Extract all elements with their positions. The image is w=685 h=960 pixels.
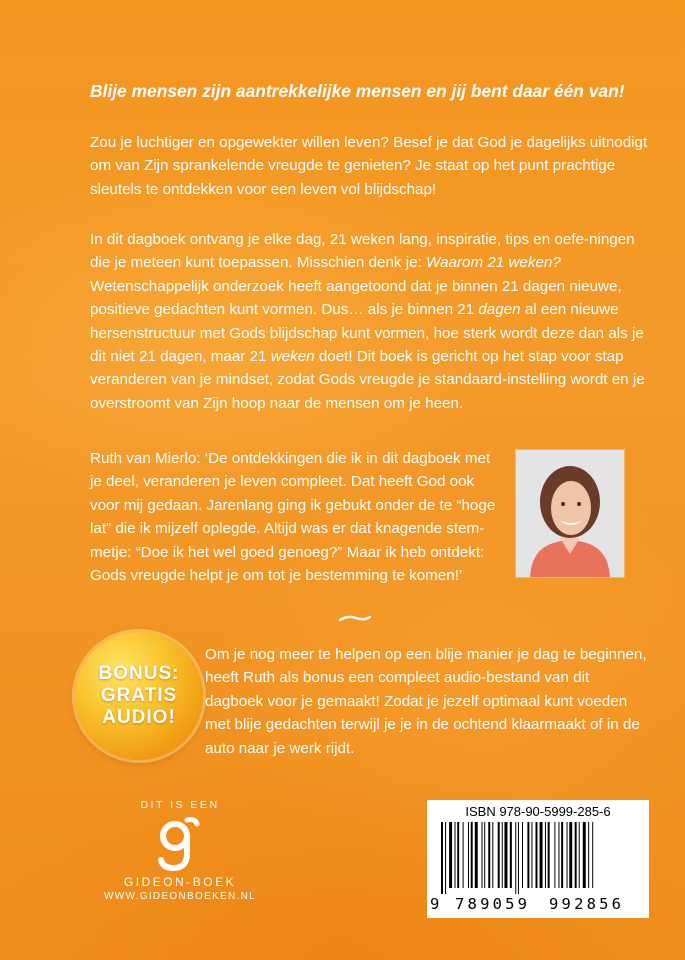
gideon-g-logo-icon xyxy=(155,816,205,872)
author-quote-paragraph: Ruth van Mierlo: ‘De ontdekkingen die ik in dit dagboek met je deel, veranderen je leven compleet. Dat heeft God ook voor mij gedaan. Jarenlang ging ik gebukt onder de te “hoge lat” die ik mijzelf oplegde. Altijd was er dat knagende stem-metje: “Doe ik het wel goed genoeg?” Maar ik heb ontdekt: Gods vreugde helpt je om tot je bestemming te komen!’ xyxy=(90,450,496,585)
barcode-bars-icon xyxy=(437,822,639,894)
barcode-bar xyxy=(575,822,577,888)
publisher-logo xyxy=(100,798,260,904)
bonus-line-1: BONUS: xyxy=(98,663,180,684)
barcode-bar xyxy=(441,822,443,894)
barcode-bar xyxy=(482,822,483,888)
bonus-paragraph: Om je nog meer te helpen op een blije manier je dag te beginnen, heeft Ruth als bonus een compleet audio-bestand van dit dagboek voor je gemaakt! Zodat je jezelf optimaal kunt voeden met blije gedachten terwijl je je in de ochtend klaarmaakt of in de auto naar je werk rijdt. xyxy=(205,646,647,757)
author-photo xyxy=(515,449,625,578)
back-cover-headline: Blije mensen zijn aantrekkelijke mensen en jij bent daar één van! xyxy=(90,81,625,101)
italic-weken: weken xyxy=(270,348,315,366)
barcode-bar xyxy=(558,822,559,888)
author-portrait-icon xyxy=(516,450,624,577)
barcode-bar xyxy=(561,822,563,888)
barcode-bar xyxy=(445,822,446,894)
barcode-bar xyxy=(492,822,493,888)
text-run: Wetenschappelijk onderzoek heeft aangetoond dat je binnen 21 dagen nieuwe, positieve gedachten kunt vormen. Dus… als je binnen 21 xyxy=(90,277,622,319)
barcode-bar xyxy=(527,822,529,888)
isbn-digits-left: 789059 xyxy=(455,895,531,913)
barcode-bar xyxy=(504,822,507,888)
text-run: al een nieuwe hersenstructuur met Gods blijdschap kunt vormen, hoe sterk wordt deze dan als je dit niet 21 dagen, maar 21 xyxy=(90,301,644,366)
publisher-name: GIDEON-BOEK xyxy=(123,875,237,889)
barcode-bar xyxy=(545,822,546,888)
barcode-bar xyxy=(510,822,512,888)
barcode-bar xyxy=(567,822,568,888)
publisher-url[interactable]: WWW.GIDEONBOEKEN.NL xyxy=(104,891,256,902)
italic-dagen: dagen xyxy=(478,301,521,319)
publisher-tagline: DIT IS EEN xyxy=(140,799,220,811)
barcode-bar xyxy=(540,822,543,888)
isbn-label: ISBN 978-90-5999-285-6 xyxy=(465,804,611,819)
barcode-bar xyxy=(488,822,490,888)
text-run: doet! Dit boek is gericht op het stap voor stap veranderen van je mindset, zodat Gods vreugde je standaard-instelling wordt en je overstroomt van Zijn hoop naar de mensen om je heen. xyxy=(90,348,645,412)
bonus-line-3: AUDIO! xyxy=(102,707,176,728)
barcode-bar xyxy=(502,822,503,888)
barcode-bar xyxy=(588,822,589,888)
barcode-bar xyxy=(515,822,516,894)
barcode-bar xyxy=(471,822,473,888)
barcode-bar xyxy=(569,822,572,888)
barcode-bar xyxy=(579,822,580,888)
bonus-badge xyxy=(75,632,203,760)
description-paragraph xyxy=(90,228,650,415)
text-run: In dit dagboek ontvang je elke dag, 21 weken lang, inspiratie, tips en oefe-ningen die je meteen kunt toepassen. Misschien denk je: xyxy=(90,231,635,272)
barcode-bar xyxy=(457,822,459,888)
barcode-bar xyxy=(554,822,555,888)
intro-paragraph: Zou je luchtiger en opgewekter willen leven? Besef je dat God je dagelijks uitnodigt om van Zijn sprankelende vreugde te genieten? Je staat op het punt prachtige sleutels te ontdekken voor een leven vol blijdschap! xyxy=(90,134,648,198)
barcode-bar xyxy=(484,822,485,888)
barcode-bar xyxy=(498,822,500,888)
barcode-bar xyxy=(475,822,478,888)
barcode-bar xyxy=(463,822,464,888)
barcode-bar xyxy=(468,822,469,888)
barcode-bar xyxy=(518,822,519,894)
barcode-bar xyxy=(536,822,538,888)
barcode-bar xyxy=(522,822,523,888)
bonus-line-2: GRATIS xyxy=(100,685,178,706)
divider-swash-icon xyxy=(338,612,372,626)
barcode-bar xyxy=(583,822,586,888)
barcode-bar xyxy=(455,822,456,888)
isbn-barcode xyxy=(427,800,649,918)
barcode-bar xyxy=(449,822,452,888)
barcode-bar xyxy=(531,822,532,888)
barcode-bar xyxy=(592,822,593,888)
barcode-bar xyxy=(548,822,550,888)
isbn-digits-right: 992856 xyxy=(549,895,625,913)
italic-question: Waarom 21 weken? xyxy=(426,254,561,272)
isbn-digit-first: 9 xyxy=(430,895,440,913)
